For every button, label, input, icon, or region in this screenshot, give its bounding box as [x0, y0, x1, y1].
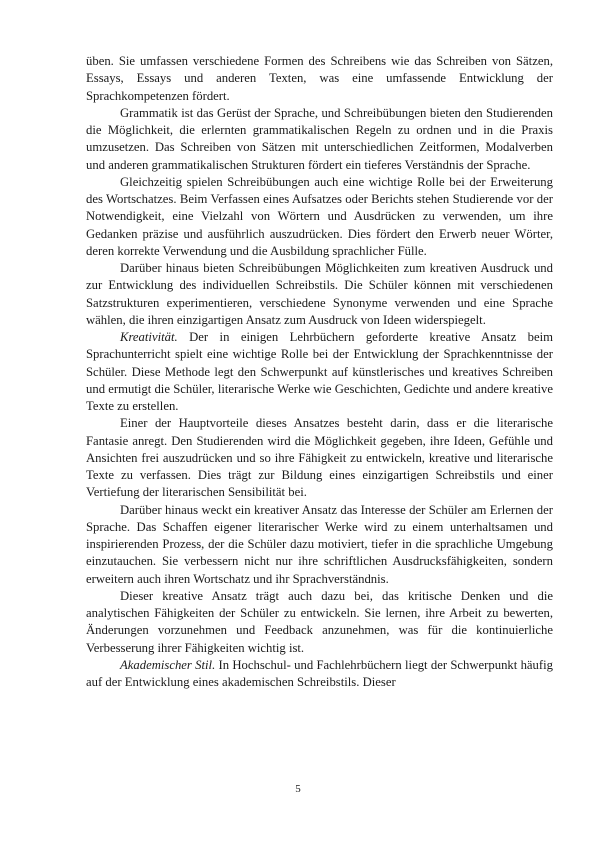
paragraph: Darüber hinaus bieten Schreibübungen Möglichkeiten zum kreativen Ausdruck und zur Entwicklung des individuellen Schreibstils. Die Schüler können mit verschiedenen Satzstrukturen experimentieren, verschiedene Synonyme verwenden und eine Sprache wählen, die ihren einzigartigen Ansatz zum Ausdruck von Ideen widerspiegelt.	[86, 261, 553, 327]
paragraph: Einer der Hauptvorteile dieses Ansatzes besteht darin, dass er die literarische Fantasie anregt. Den Studierenden wird die Möglichkeit gegeben, ihre Ideen, Gefühle und Ansichten frei auszudrücken und so ihre Fähigkeit zu entwickeln, kreative und literarische Texte zu verfassen. Dies trägt zur Bildung eines einzigartigen Schreibstils und einer Vertiefung der literarischen Sensibilität bei.	[86, 416, 553, 500]
paragraph-lead: Akademischer Stil.	[120, 657, 216, 672]
paragraph-text: In Hochschul- und Fachlehrbüchern liegt der Schwerpunkt häufig auf der Entwicklung eines akademischen Schreibstils. Dieser	[86, 657, 553, 689]
paragraph	[86, 329, 553, 415]
paragraph: üben. Sie umfassen verschiedene Formen des Schreibens wie das Schreiben von Sätzen, Essays, Essays und anderen Texten, was eine umfassende Entwicklung der Sprachkompetenzen fördert.	[86, 54, 553, 103]
paragraph: Gleichzeitig spielen Schreibübungen auch eine wichtige Rolle bei der Erweiterung des Wortschatzes. Beim Verfassen eines Aufsatzes oder Berichts stehen Studierende vor der Notwendigkeit, eine Vielzahl von Wörtern und Ausdrücken zu verwenden, um ihre Gedanken präzise und ausführlich auszudrücken. Dies fördert den Erwerb neuer Wörter, deren korrekte Verwendung und die Ausbildung sprachlicher Fülle.	[86, 174, 553, 258]
paragraph: Darüber hinaus weckt ein kreativer Ansatz das Interesse der Schüler am Erlernen der Sprache. Das Schaffen eigener literarischer Werke wird zu einem unterhaltsamen und inspirierenden Prozess, der die Schüler dazu motiviert, tiefer in die sprachliche Umgebung einzutauchen. Sie verbessern nicht nur ihre schriftlichen Ausdrucksfähigkeiten, sondern erweitern auch ihren Wortschatz und ihr Sprachverständnis.	[86, 502, 553, 586]
paragraph-text: Der in einigen Lehrbüchern geforderte kreative Ansatz beim Sprachunterricht spielt eine wichtige Rolle bei der Entwicklung der Sprachkenntnisse der Schüler. Diese Methode legt den Schwerpunkt auf künstlerisches und kreatives Schreiben und ermutigt die Schüler, literarische Werke wie Geschichten, Gedichte und andere kreative Texte zu erstellen.	[86, 330, 553, 413]
paragraph: Dieser kreative Ansatz trägt auch dazu bei, das kritische Denken und die analytischen Fähigkeiten der Schüler zu entwickeln. Sie lernen, ihre Arbeit zu bewerten, Änderungen vorzunehmen und Feedback anzunehmen, was für die kontinuierliche Verbesserung ihrer Fähigkeiten wichtig ist.	[86, 588, 553, 655]
page-body	[86, 53, 553, 691]
page-number: 5	[295, 783, 301, 795]
paragraph-lead: Kreativität.	[120, 330, 178, 344]
paragraph	[86, 657, 553, 692]
paragraph: Grammatik ist das Gerüst der Sprache, und Schreibübungen bieten den Studierenden die Möglichkeit, die erlernten grammatikalischen Regeln zu ordnen und in die Praxis umzusetzen. Das Schreiben von Sätzen mit unterschiedlichen Zeitformen, Modalverben und anderen grammatikalischen Strukturen fördert ein tieferes Verständnis der Sprache.	[86, 105, 553, 172]
